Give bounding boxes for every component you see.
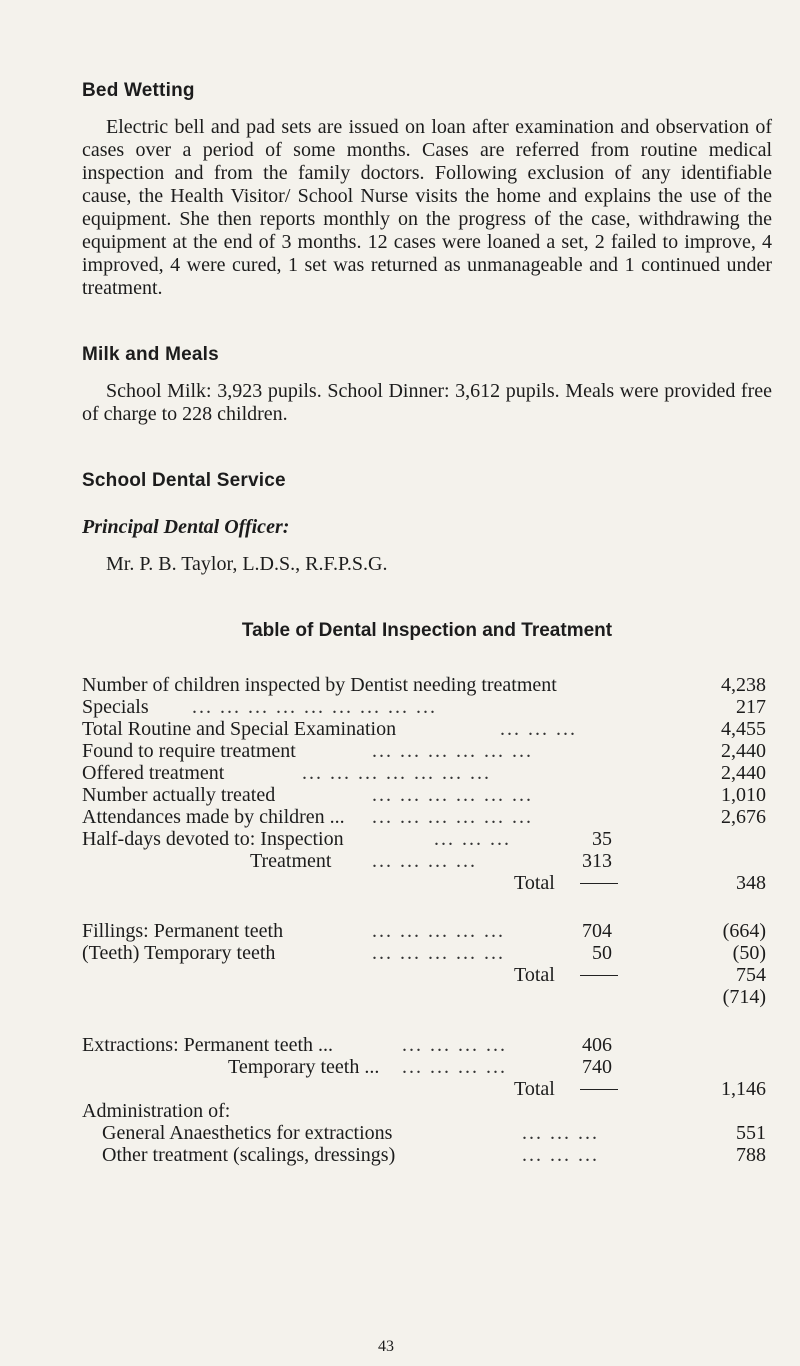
paragraph-bed-wetting: Electric bell and pad sets are issued on loan after examination and observation of cases over a period of some months. Cases are referred from routine medical inspection and from the family doctors. Following exclusion of any identifiable cause, the Health Visitor/ School Nurse visits the home and explains the use of the equipment. She then reports monthly on the progress of the case, withdrawing the equipment at the end of 3 months. 12 cases were loaned a set, 2 failed to improve, 4 improved, 4 were cured, 1 set was returned as unmanageable and 1 continued under treatment. xyxy=(82,116,772,299)
row-value: 754 xyxy=(736,964,766,986)
row-value: (50) xyxy=(732,942,766,964)
table-row xyxy=(82,674,772,696)
table-row xyxy=(82,1100,772,1122)
leader-dots: ... ... ... xyxy=(522,1122,599,1144)
row-label: Number of children inspected by Dentist needing treatment xyxy=(82,674,557,696)
page-number: 43 xyxy=(378,1338,394,1355)
leader-dots: ... ... ... xyxy=(500,718,577,740)
officer-title: Principal Dental Officer: xyxy=(82,516,290,538)
row-label: Treatment xyxy=(250,850,332,872)
row-value: (664) xyxy=(722,920,766,942)
paragraph-milk-meals: School Milk: 3,923 pupils. School Dinner: 3,612 pupils. Meals were provided free of charge to 228 children. xyxy=(82,380,772,425)
table-row-total xyxy=(82,964,772,986)
row-label: Total Routine and Special Examination xyxy=(82,718,397,740)
table-row xyxy=(82,1056,772,1078)
heading-dental-service: School Dental Service xyxy=(82,470,286,491)
row-value: 788 xyxy=(736,1144,766,1166)
total-rule xyxy=(580,883,618,884)
total-rule xyxy=(580,975,618,976)
section-bed-wetting xyxy=(82,80,772,300)
leader-dots: ... ... ... ... ... ... ... ... ... xyxy=(192,696,437,718)
leader-dots: ... ... ... ... ... xyxy=(372,942,505,964)
row-subvalue: 50 xyxy=(592,942,612,964)
leader-dots: ... ... ... ... xyxy=(372,850,477,872)
table-title: Table of Dental Inspection and Treatment xyxy=(241,620,613,641)
table-row xyxy=(82,806,772,828)
table-row xyxy=(82,696,772,718)
row-value: 1,146 xyxy=(721,1078,766,1100)
row-label: Found to require treatment xyxy=(82,740,296,762)
section-milk-meals xyxy=(82,344,772,426)
total-label: Total xyxy=(514,872,555,894)
table-row xyxy=(82,986,772,1008)
table-row xyxy=(82,762,772,784)
leader-dots: ... ... ... xyxy=(522,1144,599,1166)
document-page xyxy=(82,80,772,1166)
total-rule xyxy=(580,1089,618,1090)
table-row xyxy=(82,1144,772,1166)
row-label: Fillings: Permanent teeth xyxy=(82,920,284,942)
row-subvalue: 704 xyxy=(582,920,612,942)
row-value: 2,440 xyxy=(721,740,766,762)
table-row xyxy=(82,718,772,740)
row-label: Number actually treated xyxy=(82,784,276,806)
row-subvalue: 740 xyxy=(582,1056,612,1078)
table-row xyxy=(82,828,772,850)
table-row xyxy=(82,1034,772,1056)
row-value: 217 xyxy=(736,696,766,718)
leader-dots: ... ... ... xyxy=(434,828,511,850)
row-subvalue: 406 xyxy=(582,1034,612,1056)
table-row xyxy=(82,942,772,964)
row-label: Administration of: xyxy=(82,1100,231,1122)
total-label: Total xyxy=(514,964,555,986)
leader-dots: ... ... ... ... ... ... ... xyxy=(302,762,491,784)
row-label: Specials xyxy=(82,696,149,718)
row-label: Attendances made by children ... xyxy=(82,806,345,828)
table-row xyxy=(82,920,772,942)
heading-bed-wetting: Bed Wetting xyxy=(82,80,195,101)
table-row xyxy=(82,784,772,806)
leader-dots: ... ... ... ... ... ... xyxy=(372,784,533,806)
row-value: 2,676 xyxy=(721,806,766,828)
row-subvalue: 313 xyxy=(582,850,612,872)
row-label: Other treatment (scalings, dressings) xyxy=(102,1144,396,1166)
total-label: Total xyxy=(514,1078,555,1100)
leader-dots: ... ... ... ... ... ... xyxy=(372,806,533,828)
row-value: 551 xyxy=(736,1122,766,1144)
row-value: 4,238 xyxy=(721,674,766,696)
row-value: 2,440 xyxy=(721,762,766,784)
leader-dots: ... ... ... ... xyxy=(402,1034,507,1056)
row-value: (714) xyxy=(722,986,766,1008)
row-value: 4,455 xyxy=(721,718,766,740)
row-value: 348 xyxy=(736,872,766,894)
leader-dots: ... ... ... ... ... xyxy=(372,920,505,942)
row-label: Half-days devoted to: Inspection xyxy=(82,828,344,850)
section-dental-service xyxy=(82,470,772,576)
row-label: Offered treatment xyxy=(82,762,225,784)
table-row xyxy=(82,850,772,872)
leader-dots: ... ... ... ... xyxy=(402,1056,507,1078)
row-label: Temporary teeth ... xyxy=(228,1056,380,1078)
table-row-total xyxy=(82,872,772,894)
row-label: Extractions: Permanent teeth ... xyxy=(82,1034,334,1056)
row-value: 1,010 xyxy=(721,784,766,806)
row-label: (Teeth) Temporary teeth xyxy=(82,942,276,964)
officer-name: Mr. P. B. Taylor, L.D.S., R.F.P.S.G. xyxy=(106,553,388,575)
row-subvalue: 35 xyxy=(592,828,612,850)
table-row xyxy=(82,1122,772,1144)
table-row-total xyxy=(82,1078,772,1100)
leader-dots: ... ... ... ... ... ... xyxy=(372,740,533,762)
table-row xyxy=(82,740,772,762)
dental-table xyxy=(82,674,772,1166)
row-label: General Anaesthetics for extractions xyxy=(102,1122,393,1144)
heading-milk-meals: Milk and Meals xyxy=(82,344,219,365)
